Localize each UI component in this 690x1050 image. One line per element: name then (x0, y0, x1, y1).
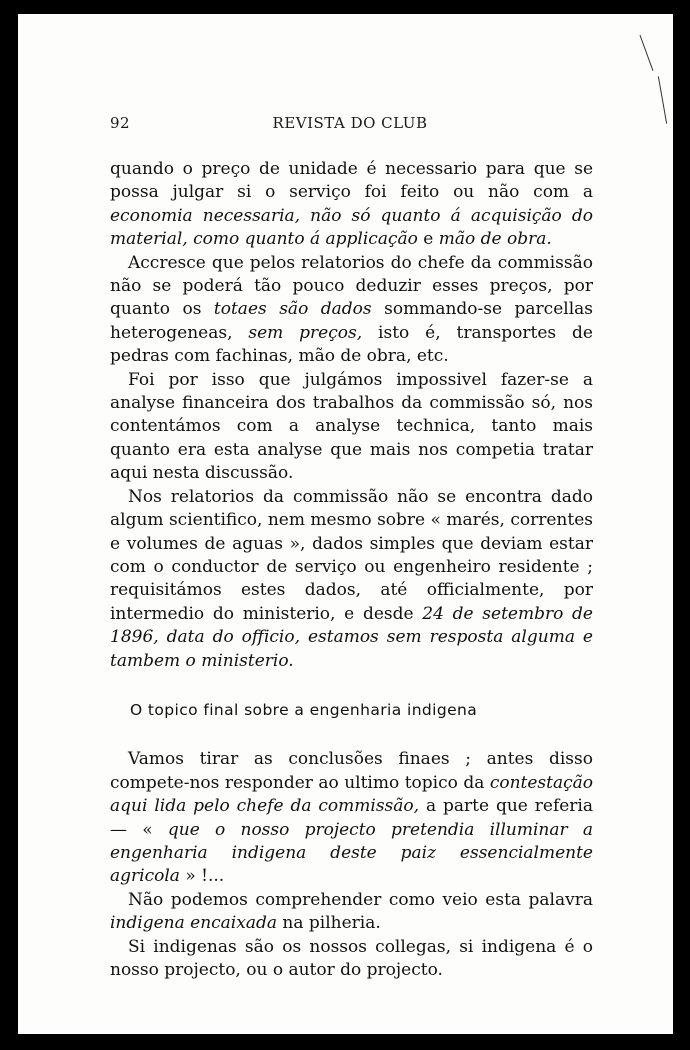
scan-mark (658, 76, 667, 123)
italic-text: que o nosso projecto pretendia illuminar a engenharia indigena deste paiz essencialmente agricola (110, 819, 594, 887)
paragraph (110, 936, 593, 983)
italic-text: 24 de setembro de 1896, data do officio, estamos sem resposta alguma e tambem o ministerio. (110, 603, 593, 671)
scanned-page (18, 14, 673, 1034)
text-run: Foi por isso que julgámos impossivel fazer-se a analyse financeira dos trabalhos da commissão só, nos contentámos com a analyse technica, tanto mais quanto era esta analyse que mais nos competia tratar aqui nesta discussão. (110, 369, 593, 484)
text-run: Accresce que pelos relatorios do chefe da commissão não se poderá tão pouco deduzir esses preços, por quanto os (110, 252, 593, 320)
paragraph (110, 158, 593, 252)
text-run: isto é, transportes de pedras com fachinas, mão de obra, etc. (110, 322, 593, 367)
page-number: 92 (110, 114, 131, 132)
running-title: REVISTA DO CLUB (272, 114, 428, 132)
text-run: Não podemos comprehender como veio esta palavra (128, 889, 593, 910)
text-run: Si indigenas são os nossos collegas, si indigena é o nosso projecto, ou o autor do projecto. (110, 936, 593, 980)
text-run: na pilheria. (276, 913, 381, 934)
text-run: O topico final sobre a engenharia indigena (130, 700, 478, 719)
text-run: sommando-se parcellas heterogeneas, (110, 299, 593, 343)
text-run: » !... (179, 866, 225, 887)
text-run: quando o preço de unidade é necessario para que se possa julgar si o serviço foi feito ou não com a (110, 159, 593, 203)
section-heading (110, 699, 593, 722)
text-run: Nos relatorios da commissão não se encontra dado algum scientifico, nem mesmo sobre « marés, correntes e volumes de aguas », dados simples que deviam estar com o conductor de serviço ou engenheiro residente ; requisitámos estes dados, até officialmente, por intermedio do ministerio, e desde (110, 486, 593, 624)
italic-text: como quanto á applicação (193, 229, 418, 250)
italic-text: contestação aqui lida pelo chefe da commissão, (110, 772, 593, 817)
italic-text: economia necessaria, não só quanto á acquisição do material, (110, 205, 593, 250)
text-run: Vamos tirar as conclusões finaes ; antes disso compete-nos responder ao ultimo topico da (110, 749, 593, 793)
text-run: e (417, 229, 439, 250)
body-text (110, 158, 593, 982)
paragraph (110, 889, 593, 936)
italic-text: mão de obra. (438, 229, 552, 250)
italic-text: sem preços, (248, 322, 363, 343)
paragraph (110, 369, 593, 486)
text-run: a parte que referia — « (110, 796, 594, 840)
paragraph (110, 252, 593, 369)
italic-text: indigena encaixada (110, 913, 277, 934)
scan-mark (640, 35, 654, 71)
paragraph (110, 486, 593, 673)
italic-text: totaes são dados (213, 299, 372, 320)
paragraph (110, 748, 593, 888)
